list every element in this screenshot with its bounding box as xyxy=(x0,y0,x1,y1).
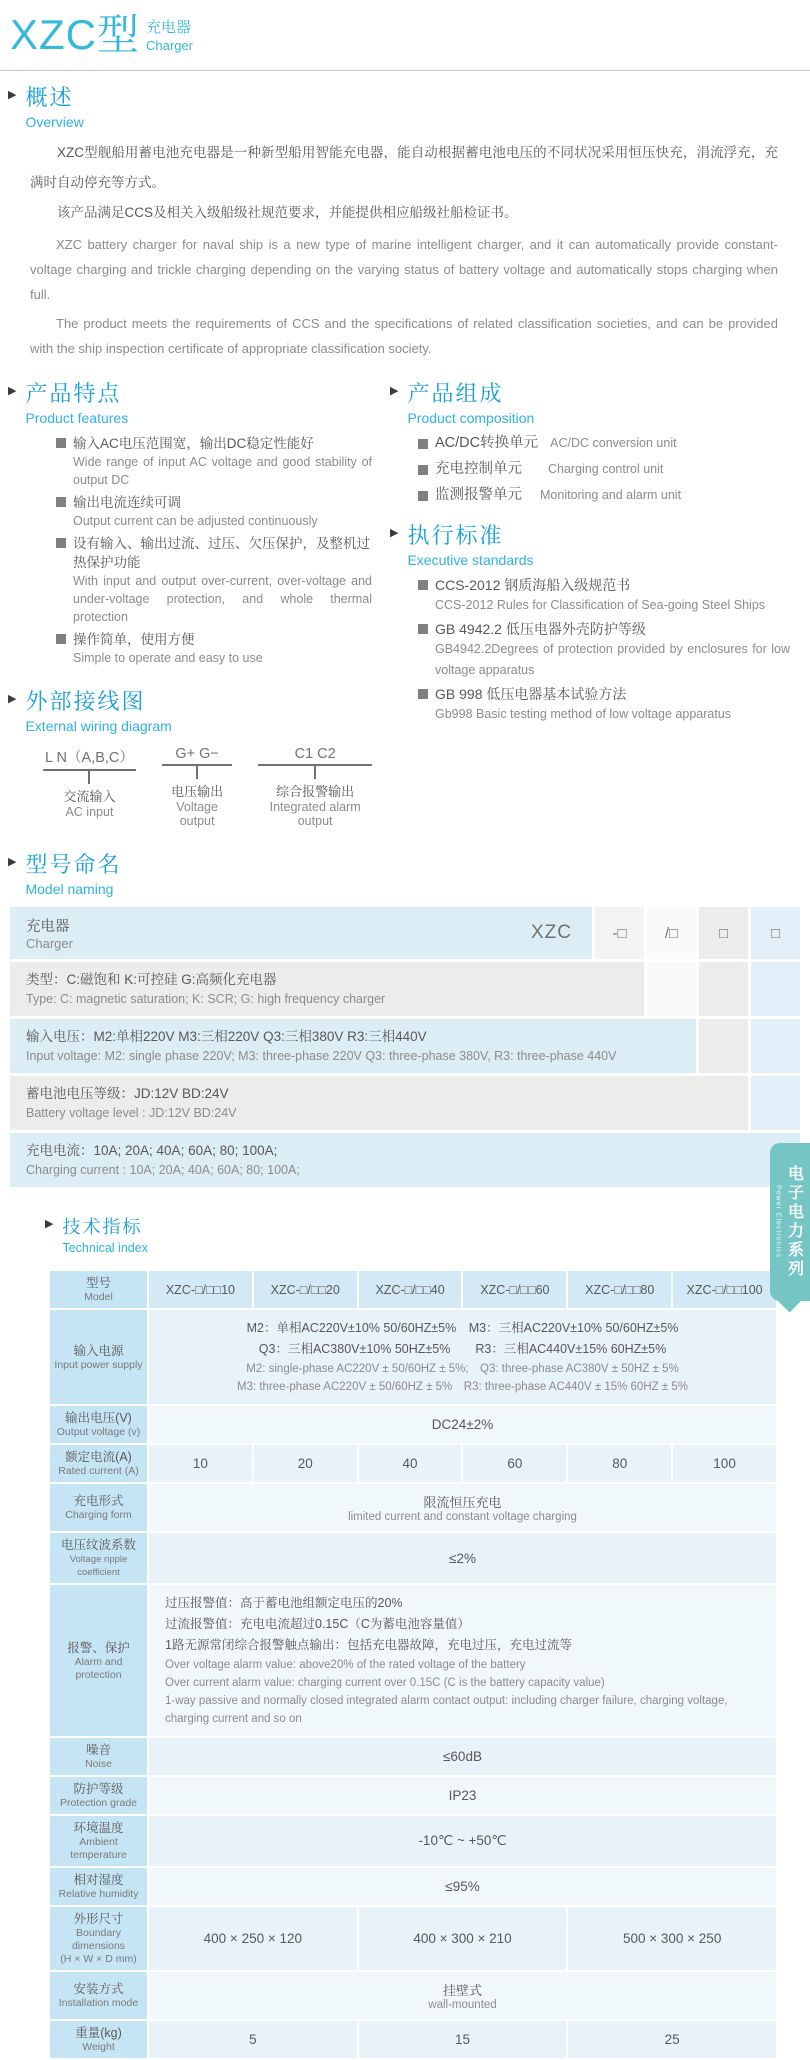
cell-line: 过压报警值：高于蓄电池组额定电压的20% xyxy=(165,1596,403,1610)
row-header-en: Relative humidity xyxy=(58,1888,139,1900)
row-header-cn: 环境温度 xyxy=(73,1821,124,1835)
model-naming-row-charging-current xyxy=(10,1133,800,1187)
model-naming-row-battery-level xyxy=(10,1076,748,1130)
table-row-rated-current xyxy=(50,1445,776,1482)
ripple-cell: ≤2% xyxy=(149,1533,776,1583)
table-row-protection-grade xyxy=(50,1777,776,1814)
model-naming-product-cell xyxy=(10,907,592,959)
triangle-marker-icon: ▶ xyxy=(390,527,399,539)
cell-line: Q3：三相AC380V±10% 50HZ±5% R3：三相AC440V±15% 60HZ±5% xyxy=(258,1342,667,1356)
composition-en: AC/DC conversion unit xyxy=(550,436,677,450)
model-naming-heading xyxy=(8,848,800,897)
model-naming-heading-en: Model naming xyxy=(25,881,114,897)
row-header-cn: 相对湿度 xyxy=(73,1873,124,1887)
standards-heading-cn: 执行标准 xyxy=(407,523,504,548)
terminal-tick xyxy=(314,766,316,779)
strip-cell xyxy=(751,1076,800,1130)
feature-cn: 设有输入、输出过流、过压、欠压保护，及整机过热保护功能 xyxy=(73,536,370,570)
brand-model-title: XZC型 xyxy=(10,11,141,58)
row-header-cn: 报警、保护 xyxy=(67,1640,130,1655)
table-row-charging-form xyxy=(50,1484,776,1531)
model-column-header: XZC-□/□□100 xyxy=(673,1271,776,1308)
square-bullet-icon xyxy=(56,538,66,548)
row-header-en: Installation mode xyxy=(58,1997,139,2009)
row-header-cn: 输入电源 xyxy=(73,1343,124,1358)
list-item xyxy=(418,620,790,681)
brand-product-en: Charger xyxy=(146,38,193,53)
list-item xyxy=(56,630,372,667)
dimensions-cell: 500 × 300 × 250 xyxy=(568,1907,776,1970)
table-row-ripple xyxy=(50,1533,776,1583)
model-column-header: XZC-□/□□20 xyxy=(254,1271,357,1308)
row-header xyxy=(50,1533,147,1583)
standard-en: CCS-2012 Rules for Classification of Sea-going Steel Ships xyxy=(435,598,766,612)
rated-current-cell: 20 xyxy=(254,1445,357,1482)
row-header xyxy=(50,1445,147,1482)
table-row-ambient-temperature xyxy=(50,1816,776,1866)
brand-header xyxy=(0,0,810,56)
row-header xyxy=(50,2021,147,2058)
feature-en: Simple to operate and easy to use xyxy=(73,651,263,665)
row-header-cn: 防护等级 xyxy=(73,1782,124,1796)
square-bullet-icon xyxy=(418,491,428,501)
model-column-header: XZC-□/□□40 xyxy=(359,1271,462,1308)
model-naming-row-type xyxy=(10,962,644,1016)
model-naming-row-input-voltage xyxy=(10,1019,696,1073)
dimensions-cell: 400 × 300 × 210 xyxy=(359,1907,567,1970)
row-header xyxy=(50,1271,147,1308)
product-en: Charger xyxy=(26,936,73,951)
cell-en: limited current and constant voltage charging xyxy=(348,1511,577,1523)
row-header-cn: 充电形式 xyxy=(73,1494,124,1508)
features-heading-en: Product features xyxy=(25,410,129,426)
dimensions-cell: 400 × 250 × 120 xyxy=(149,1907,357,1970)
technical-heading xyxy=(45,1213,810,1255)
product-cn: 充电器 xyxy=(26,919,70,935)
installation-cell xyxy=(149,1972,776,2019)
row-header-en: Boundary dimensions xyxy=(71,1927,126,1952)
row-header xyxy=(50,1907,147,1970)
square-bullet-icon xyxy=(418,689,428,699)
model-naming-heading-cn: 型号命名 xyxy=(25,852,122,877)
wiring-terminal-alarm xyxy=(258,746,372,828)
row-header-en: Model xyxy=(84,1291,113,1303)
row-header xyxy=(50,1310,147,1404)
table-row-model xyxy=(50,1271,776,1308)
list-item xyxy=(56,534,372,626)
row-header-en: Input power supply xyxy=(54,1358,143,1371)
row-header xyxy=(50,1738,147,1775)
charging-form-cell xyxy=(149,1484,776,1531)
terminal-cn: 交流输入 xyxy=(63,789,116,804)
square-bullet-icon xyxy=(56,438,66,448)
brand-product-cn: 充电器 xyxy=(146,19,192,36)
rated-current-cell: 40 xyxy=(359,1445,462,1482)
row-header-en: Protection grade xyxy=(59,1797,138,1809)
row-header-cn: 电压纹波系数 xyxy=(60,1538,136,1552)
standards-heading xyxy=(390,519,790,568)
weight-cell: 25 xyxy=(568,2021,776,2058)
row-en: Charging current : 10A; 20A; 40A; 60A; 80; 100A; xyxy=(26,1163,300,1177)
right-column xyxy=(382,377,800,828)
row-header-en: Charging form xyxy=(65,1509,132,1521)
table-row-noise xyxy=(50,1738,776,1775)
cell-line: 1-way passive and normally closed integrated alarm contact output: including charger failure, charging voltage, charging current and so on xyxy=(165,1695,728,1725)
overview-heading-cn: 概述 xyxy=(25,85,74,110)
feature-cn: 操作简单，使用方便 xyxy=(73,632,195,647)
table-row-weight xyxy=(50,2021,776,2058)
triangle-marker-icon: ▶ xyxy=(8,856,17,868)
list-item xyxy=(418,434,790,453)
rated-current-cell: 80 xyxy=(568,1445,671,1482)
composition-heading xyxy=(390,377,790,426)
standard-en: Gb998 Basic testing method of low voltage apparatus xyxy=(435,707,732,721)
composition-list xyxy=(418,434,790,505)
square-bullet-icon xyxy=(418,465,428,475)
square-bullet-icon xyxy=(56,497,66,507)
model-prefix: XZC xyxy=(531,922,572,943)
composition-en: Monitoring and alarm unit xyxy=(540,488,682,502)
row-header xyxy=(50,1585,147,1736)
row-cn: 充电电流：10A; 20A; 40A; 60A; 80; 100A; xyxy=(26,1143,278,1158)
triangle-marker-icon: ▶ xyxy=(45,1218,54,1230)
wiring-heading-en: External wiring diagram xyxy=(25,718,172,734)
row-header xyxy=(50,1868,147,1905)
section-technical-index xyxy=(45,1213,810,1255)
brand-subtitle xyxy=(146,16,193,53)
weight-cell: 15 xyxy=(359,2021,567,2058)
wiring-heading xyxy=(8,685,372,734)
weight-cell: 5 xyxy=(149,2021,357,2058)
cell-line: M2：单相AC220V±10% 50/60HZ±5% M3：三相AC220V±10% 50/60HZ±5% xyxy=(246,1321,679,1335)
terminal-label: L N（A,B,C） xyxy=(43,746,136,771)
section-standards xyxy=(390,519,790,725)
overview-paragraphs xyxy=(30,138,778,361)
model-column-header: XZC-□/□□10 xyxy=(149,1271,252,1308)
composition-heading-en: Product composition xyxy=(407,410,535,426)
list-item xyxy=(418,685,790,725)
triangle-marker-icon: ▶ xyxy=(390,385,399,397)
two-column-area xyxy=(0,377,810,828)
composition-en: Charging control unit xyxy=(548,462,664,476)
row-header-en2: (H × W × D mm) xyxy=(60,1953,137,1965)
standard-cn: CCS-2012 钢质海船入级规范书 xyxy=(435,577,631,593)
features-heading xyxy=(8,377,372,426)
input-power-cell xyxy=(149,1310,776,1404)
row-header xyxy=(50,1972,147,2019)
strip-cell xyxy=(751,962,800,1016)
wiring-terminal-ac xyxy=(43,746,136,828)
model-column-header: XZC-□/□□80 xyxy=(568,1271,671,1308)
terminal-tick xyxy=(88,771,90,784)
terminal-cn: 综合报警输出 xyxy=(276,784,355,799)
row-header-en: Weight xyxy=(82,2041,115,2053)
terminal-en: Voltage output xyxy=(176,800,218,828)
wiring-terminal-voltage xyxy=(162,746,232,828)
terminal-en: Integrated alarm output xyxy=(269,800,361,828)
row-header-cn: 型号 xyxy=(85,1276,111,1290)
standard-cn: GB 4942.2 低压电器外壳防护等级 xyxy=(435,621,646,637)
cell-cn: 挂壁式 xyxy=(442,1983,482,1998)
standard-en: GB4942.2Degrees of protection provided by enclosures for low voltage apparatus xyxy=(435,642,790,677)
composition-heading-cn: 产品组成 xyxy=(407,381,504,406)
list-item xyxy=(56,434,372,489)
table-row-alarm-protection xyxy=(50,1585,776,1736)
technical-heading-cn: 技术指标 xyxy=(62,1217,143,1237)
left-column xyxy=(0,377,382,828)
row-cn: 类型：C:磁饱和 K:可控硅 G:高频化充电器 xyxy=(26,972,277,987)
wiring-diagram xyxy=(43,746,372,828)
alarm-protection-cell xyxy=(149,1585,776,1736)
cell-line: M3: three-phase AC220V ± 50/60HZ ± 5% R3: three-phase AC440V ± 15% 60HZ ± 5% xyxy=(237,1381,688,1393)
triangle-marker-icon: ▶ xyxy=(8,385,17,397)
cell-line: Over current alarm value: charging current over 0.15C (C is the battery capacity value) xyxy=(165,1677,605,1689)
row-en: Input voltage: M2: single phase 220V; M3: three-phase 220V Q3: three-phase 380V, R3: three-phase 440V xyxy=(26,1049,617,1063)
overview-paragraph-en-1: XZC battery charger for naval ship is a new type of marine intelligent charger, and it can automatically provide constant-voltage charging and trickle charging depending on the varying status of battery voltage and automatically stops charging when full. xyxy=(30,237,778,302)
section-overview xyxy=(8,81,800,361)
rated-current-cell: 10 xyxy=(149,1445,252,1482)
series-tab-cn: 电子电力系列 xyxy=(785,1165,803,1279)
table-row-input-power xyxy=(50,1310,776,1404)
technical-index-table xyxy=(48,1269,778,2060)
list-item xyxy=(56,493,372,530)
terminal-en: AC input xyxy=(65,805,114,819)
feature-en: With input and output over-current, over-voltage and under-voltage protection, and whole thermal protection xyxy=(73,574,372,624)
row-header-en: Rated current (A) xyxy=(58,1465,139,1477)
row-header xyxy=(50,1406,147,1443)
cell-line: M2: single-phase AC220V ± 50/60HZ ± 5%; Q3: three-phase AC380V ± 50HZ ± 5% xyxy=(246,1363,679,1375)
header-divider xyxy=(0,70,810,71)
terminal-cn: 电压输出 xyxy=(171,784,224,799)
row-cn: 输入电压：M2:单相220V M3:三相220V Q3:三相380V R3:三相440V xyxy=(26,1029,427,1044)
series-side-tab xyxy=(770,1143,810,1301)
list-item xyxy=(418,460,790,479)
rated-current-cell: 60 xyxy=(463,1445,566,1482)
feature-en: Wide range of input AC voltage and good stability of output DC xyxy=(73,455,372,487)
rated-current-cell: 100 xyxy=(673,1445,776,1482)
table-row-output-voltage xyxy=(50,1406,776,1443)
strip-cell xyxy=(699,1019,748,1073)
overview-paragraph-cn-2: 该产品满足CCS及相关入级船级社规范要求，并能提供相应船级社船检证书。 xyxy=(57,205,518,220)
terminal-tick xyxy=(196,766,198,779)
section-features xyxy=(8,377,372,667)
overview-paragraph-cn-1: XZC型舰船用蓄电池充电器是一种新型船用智能充电器，能自动根据蓄电池电压的不同状况采用恒压快充，涓流浮充，充满时自动停充等方式。 xyxy=(30,145,778,190)
row-header xyxy=(50,1777,147,1814)
overview-heading-en: Overview xyxy=(25,114,84,130)
feature-cn: 输入AC电压范围宽，输出DC稳定性能好 xyxy=(73,436,314,451)
row-header-cn: 外形尺寸 xyxy=(73,1912,124,1926)
row-header-cn: 重量(kg) xyxy=(75,2026,122,2040)
row-header-en: Noise xyxy=(85,1758,112,1770)
row-header-cn: 额定电流(A) xyxy=(65,1450,132,1464)
composition-cn: AC/DC转换单元 xyxy=(435,435,539,451)
triangle-marker-icon: ▶ xyxy=(8,693,17,705)
model-code-cell: -□ xyxy=(595,907,644,959)
relative-humidity-cell: ≤95% xyxy=(149,1868,776,1905)
table-row-relative-humidity xyxy=(50,1868,776,1905)
cell-line: 过流报警值：充电电流超过0.15C（C为蓄电池容量值） xyxy=(165,1617,470,1631)
row-header-en: Ambient temperature xyxy=(70,1836,127,1861)
square-bullet-icon xyxy=(418,580,428,590)
table-row-dimensions xyxy=(50,1907,776,1970)
strip-cell xyxy=(647,962,696,1016)
cell-line: Over voltage alarm value: above20% of the rated voltage of the battery xyxy=(165,1659,526,1671)
terminal-label: G+ G− xyxy=(162,746,232,766)
row-en: Type: C: magnetic saturation; K: SCR; G: high frequency charger xyxy=(26,992,386,1006)
row-header xyxy=(50,1816,147,1866)
feature-en: Output current can be adjusted continuously xyxy=(73,514,318,528)
model-naming-table xyxy=(10,907,800,1187)
cell-line: 1路无源常闭综合报警触点输出：包括充电器故障，充电过压，充电过流等 xyxy=(165,1638,572,1652)
triangle-marker-icon: ▶ xyxy=(8,89,17,101)
output-voltage-cell: DC24±2% xyxy=(149,1406,776,1443)
cell-en: wall-mounted xyxy=(428,1999,497,2011)
composition-cn: 充电控制单元 xyxy=(435,461,522,477)
strip-cell xyxy=(751,1019,800,1073)
features-list xyxy=(56,434,372,667)
square-bullet-icon xyxy=(418,439,428,449)
technical-heading-en: Technical index xyxy=(62,1241,148,1255)
row-header-cn: 输出电压(V) xyxy=(65,1411,132,1425)
model-column-header: XZC-□/□□60 xyxy=(463,1271,566,1308)
standards-list xyxy=(418,576,790,725)
features-heading-cn: 产品特点 xyxy=(25,381,122,406)
feature-cn: 输出电流连续可调 xyxy=(73,495,181,510)
row-en: Battery voltage level : JD:12V BD:24V xyxy=(26,1106,237,1120)
noise-cell: ≤60dB xyxy=(149,1738,776,1775)
composition-cn: 监测报警单元 xyxy=(435,487,522,503)
section-composition xyxy=(390,377,790,505)
row-header-cn: 安装方式 xyxy=(73,1982,124,1996)
row-header-en: Voltage ripple coefficient xyxy=(69,1554,128,1578)
row-header xyxy=(50,1484,147,1531)
row-cn: 蓄电池电压等级：JD:12V BD:24V xyxy=(26,1086,229,1101)
strip-cell xyxy=(699,962,748,1016)
terminal-label: C1 C2 xyxy=(258,746,372,766)
square-bullet-icon xyxy=(418,624,428,634)
protection-grade-cell: IP23 xyxy=(149,1777,776,1814)
ambient-temperature-cell: -10℃ ~ +50℃ xyxy=(149,1816,776,1866)
section-model-naming xyxy=(8,848,800,897)
model-code-cell: /□ xyxy=(647,907,696,959)
model-code-cell: □ xyxy=(751,907,800,959)
overview-heading xyxy=(8,81,800,130)
square-bullet-icon xyxy=(56,634,66,644)
row-header-en: Alarm and protection xyxy=(74,1655,123,1681)
standard-cn: GB 998 低压电器基本试验方法 xyxy=(435,686,627,702)
model-code-cell: □ xyxy=(699,907,748,959)
row-header-cn: 噪音 xyxy=(85,1743,111,1757)
table-row-installation xyxy=(50,1972,776,2019)
list-item xyxy=(418,486,790,505)
cell-cn: 限流恒压充电 xyxy=(423,1495,502,1510)
list-item xyxy=(418,576,790,616)
series-tab-en: Power Electronics xyxy=(774,1185,782,1259)
standards-heading-en: Executive standards xyxy=(407,552,534,568)
wiring-heading-cn: 外部接线图 xyxy=(25,689,146,714)
section-wiring xyxy=(8,685,372,828)
model-naming-product xyxy=(26,915,73,951)
row-header-en: Output voltage (v) xyxy=(56,1426,141,1438)
overview-paragraph-en-2: The product meets the requirements of CCS and the specifications of related classification societies, and can be provided with the ship inspection certificate of appropriate classification society. xyxy=(30,316,778,356)
